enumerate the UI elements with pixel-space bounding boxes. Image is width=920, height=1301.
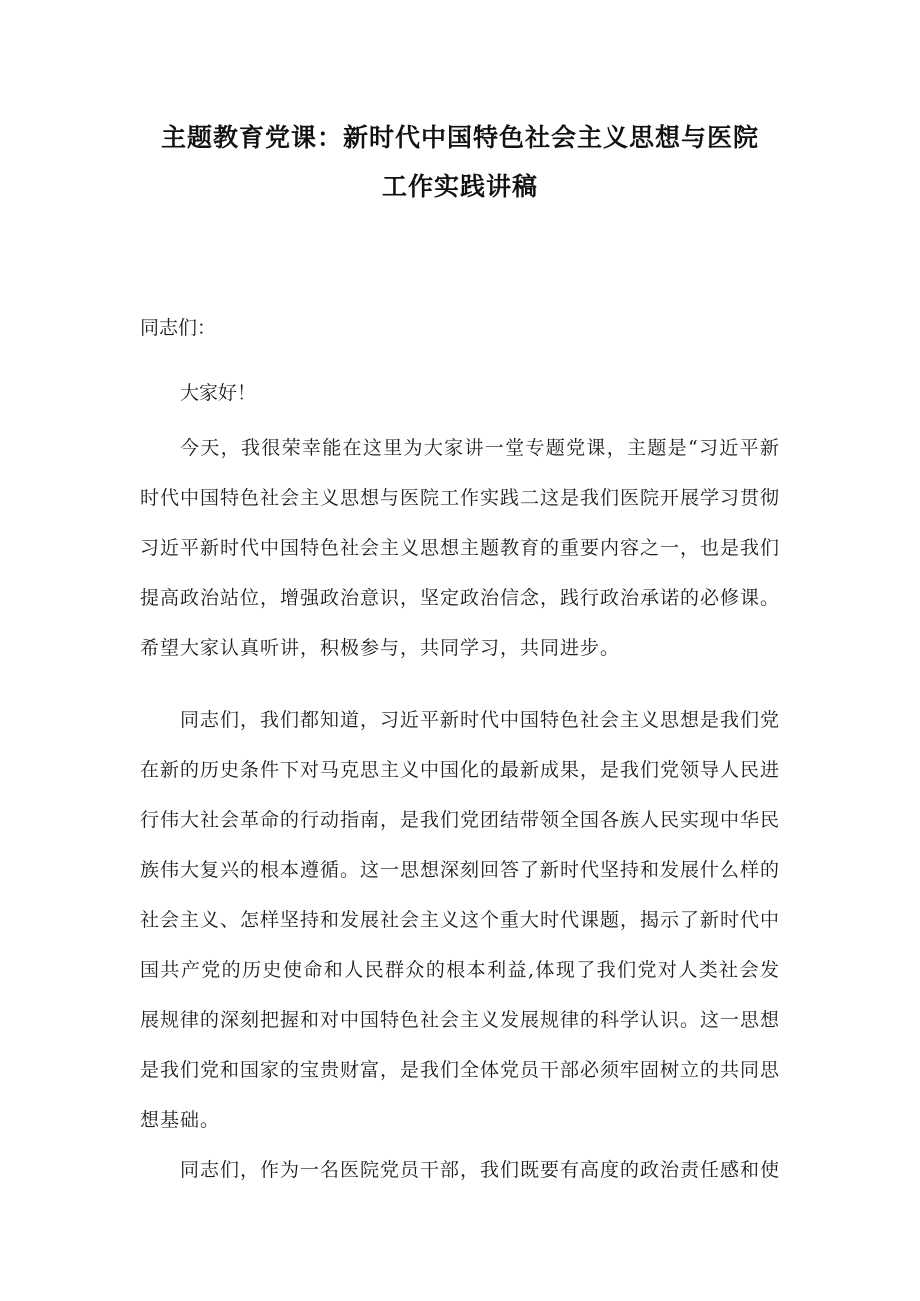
document-title-line-1: 主题教育党课：新时代中国特色社会主义思想与医院 [160,123,759,152]
greeting: 大家好！ [180,382,257,404]
salutation: 同志们： [140,317,217,339]
paragraph-intro: 今天，我很荣幸能在这里为大家讲一堂专题党课，主题是“习近平新时代中国特色社会主义思想与医院工作实践二这是我们医院开展学习贯彻习近平新时代中国特色社会主义思想主题教育的重要内容之一，也是我们提高政治站位，增强政治意识，坚定政治信念，践行政治承诺的必修课。希望大家认真听讲，积极参与，共同学习，共同进步。 [140,437,781,659]
document-title-line-2: 工作实践讲稿 [381,172,538,201]
paragraph-thought: 同志们，我们都知道，习近平新时代中国特色社会主义思想是我们党在新的历史条件下对马克思主义中国化的最新成果，是我们党领导人民进行伟大社会革命的行动指南，是我们党团结带领全国各族人民实现中华民族伟大复兴的根本遵循。这一思想深刻回答了新时代坚持和发展什么样的社会主义、怎样坚持和发展社会主义这个重大时代课题，揭示了新时代中国共产党的历史使命和人民群众的根本利益,体现了我们党对人类社会发展规律的深刻把握和对中国特色社会主义发展规律的科学认识。这一思想是我们党和国家的宝贵财富，是我们全体党员干部必须牢固树立的共同思想基础。 [140,709,781,1131]
paragraph-hospital: 同志们，作为一名医院党员干部，我们既要有高度的政治责任感和使 [180,1159,781,1181]
